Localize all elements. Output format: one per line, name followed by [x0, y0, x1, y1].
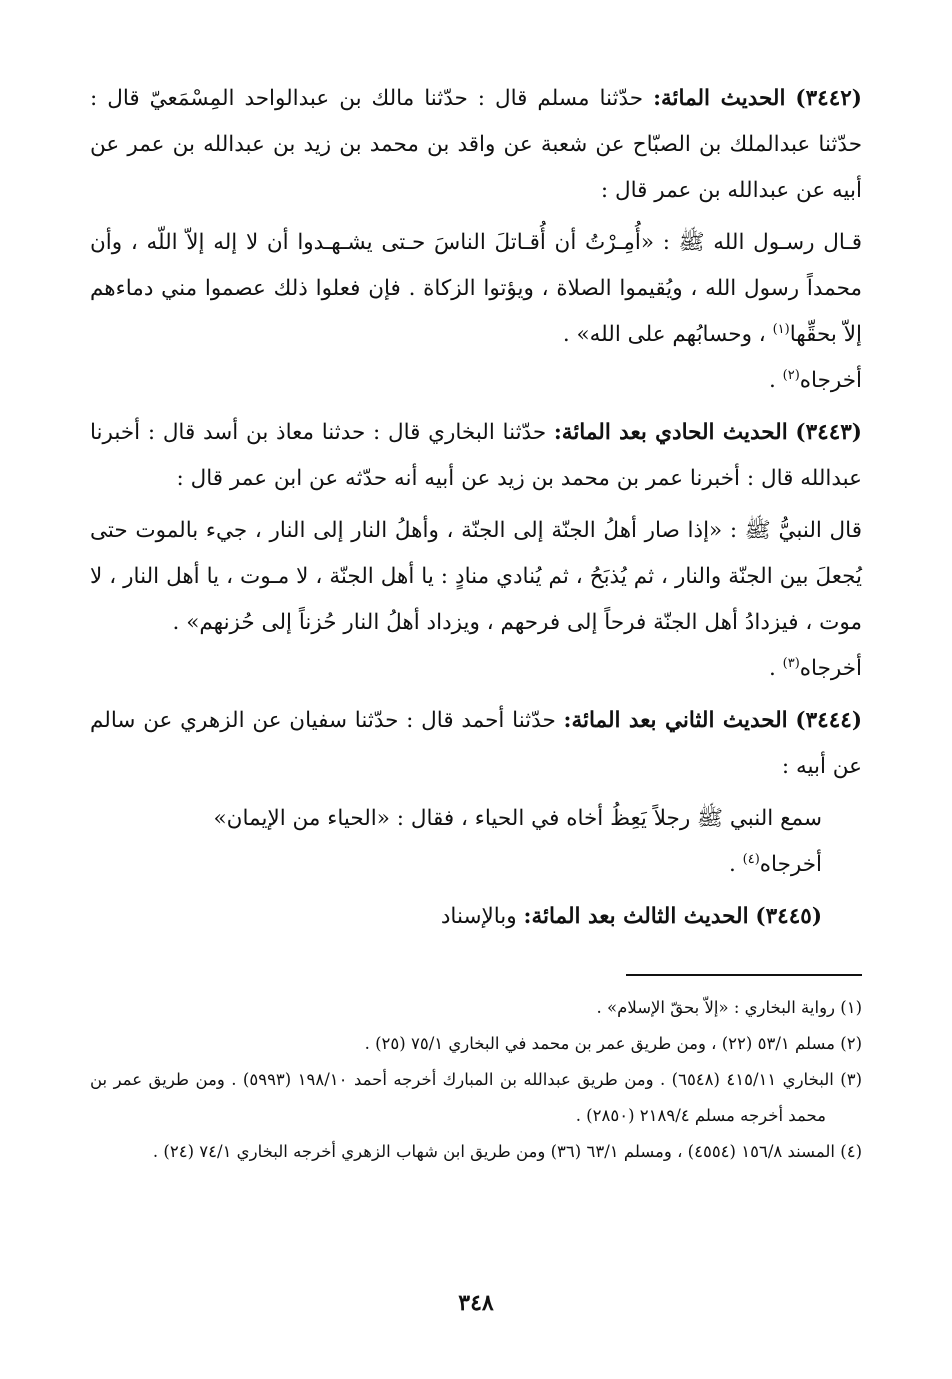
footnote-marker[interactable]: (٤) [742, 851, 760, 867]
page-content [90, 76, 862, 1379]
hadith-title: الحديث الثالث بعد المائة: [523, 904, 749, 929]
hadith-3444-takhrij [90, 842, 862, 888]
hadith-3443-isnad [90, 410, 862, 502]
footnote-marker[interactable]: (٢) [782, 367, 800, 383]
footnote-4: (٤) المسند ١٥٦/٨ (٤٥٥٤) ، ومسلم ٦٣/١ (٣٦) ومن طريق ابن شهاب الزهري أخرجه البخاري ٧٤/١ (٢٤) . [152, 1142, 862, 1161]
isnad-text: حدّثنا أحمد قال : حدّثنا سفيان عن الزهري عن سالم عن أبيه : [90, 708, 862, 779]
footnote-1: (١) رواية البخاري : «إلاّ بحقّ الإسلام» . [596, 998, 862, 1017]
hadith-number: (٣٤٤٣) [795, 420, 862, 445]
takhrij-end: . [728, 852, 743, 877]
footnotes [90, 990, 862, 1170]
takhrij-text: أخرجاه [799, 656, 862, 681]
hadith-title: الحديث المائة: [653, 86, 786, 111]
page-number: ٣٤٨ [458, 1290, 494, 1316]
matn-text: سمع النبي ﷺ رجلاً يَعِظُ أخاه في الحياء ، فقال : «الحياء من الإيمان» [213, 806, 822, 831]
matn-text: قـال رسـول الله ﷺ : «أُمِـرْتُ أن أُقـاتلَ الناسَ حـتى يشـهـدوا أن لا إله إلاّ اللّه ، وأن محمداً رسول الله ، ويُقيموا الصلاة ، ويؤتوا الزكاة . فإن فعلوا ذلك عصموا مني دماءهم إلاّ بحقِّها [90, 230, 862, 347]
hadith-3443-takhrij [90, 646, 862, 692]
takhrij-text: أخرجاه [799, 368, 862, 393]
hadith-title: الحديث الحادي بعد المائة: [553, 420, 788, 445]
matn-text: قال النبيُّ ﷺ : «إذا صار أهلُ الجنّة إلى الجنّة ، وأهلُ النار إلى النار ، جيء بالموت حتى يُجعلَ بين الجنّة والنار ، ثم يُذبَحُ ، ثم يُنادي منادٍ : يا أهل الجنّة ، لا مـوت ، يا أهل النار ، لا موت ، فيزدادُ أهل الجنّة فرحاً إلى فرحهم ، ويزداد أهلُ النار حُزناً إلى حُزنهم» . [90, 518, 862, 635]
hadith-3445-isnad [90, 894, 862, 940]
isnad-text: حدّثنا مسلم قال : حدّثنا مالك بن عبدالواحد المِسْمَعيّ قال : حدّثنا عبدالملك بن الصبّاح عن شعبة عن واقد بن محمد بن زيد بن عبدالله بن عمر عن أبيه عن عبدالله بن عمر قال : [90, 86, 862, 203]
hadith-3442-matn [90, 220, 862, 358]
footnote-divider [626, 974, 862, 976]
hadith-3442-isnad [90, 76, 862, 214]
hadith-title: الحديث الثاني بعد المائة: [563, 708, 788, 733]
footnote-3: (٣) البخاري ٤١٥/١١ (٦٥٤٨) . ومن طريق عبدالله بن المبارك أخرجه أحمد ١٩٨/١٠ (٥٩٩٣) . ومن طريق عمر بن محمد أخرجه مسلم ٢١٨٩/٤ (٢٨٥٠) . [90, 1070, 862, 1125]
hadith-3444-matn [90, 796, 862, 842]
footnote-marker[interactable]: (١) [772, 321, 790, 337]
footnote-marker[interactable]: (٣) [782, 655, 800, 671]
hadith-3444-isnad [90, 698, 862, 790]
hadith-number: (٣٤٤٥) [755, 904, 822, 929]
hadith-3442-takhrij [90, 358, 862, 404]
isnad-text: وبالإسناد [440, 904, 517, 929]
main-text [90, 76, 862, 940]
isnad-text: حدّثنا البخاري قال : حدثنا معاذ بن أسد قال : أخبرنا عبدالله قال : أخبرنا عمر بن محمد بن زيد عن أبيه أنه حدّثه عن ابن عمر قال : [90, 420, 862, 491]
hadith-3443-matn [90, 508, 862, 646]
matn-text-end: ، وحسابُهم على الله» . [562, 322, 773, 347]
hadith-number: (٣٤٤٤) [795, 708, 862, 733]
takhrij-end: . [768, 656, 783, 681]
takhrij-end: . [768, 368, 783, 393]
takhrij-text: أخرجاه [759, 852, 822, 877]
hadith-number: (٣٤٤٢) [795, 86, 862, 111]
footnote-2: (٢) مسلم ٥٣/١ (٢٢) ، ومن طريق عمر بن محمد في البخاري ٧٥/١ (٢٥) . [364, 1034, 862, 1053]
